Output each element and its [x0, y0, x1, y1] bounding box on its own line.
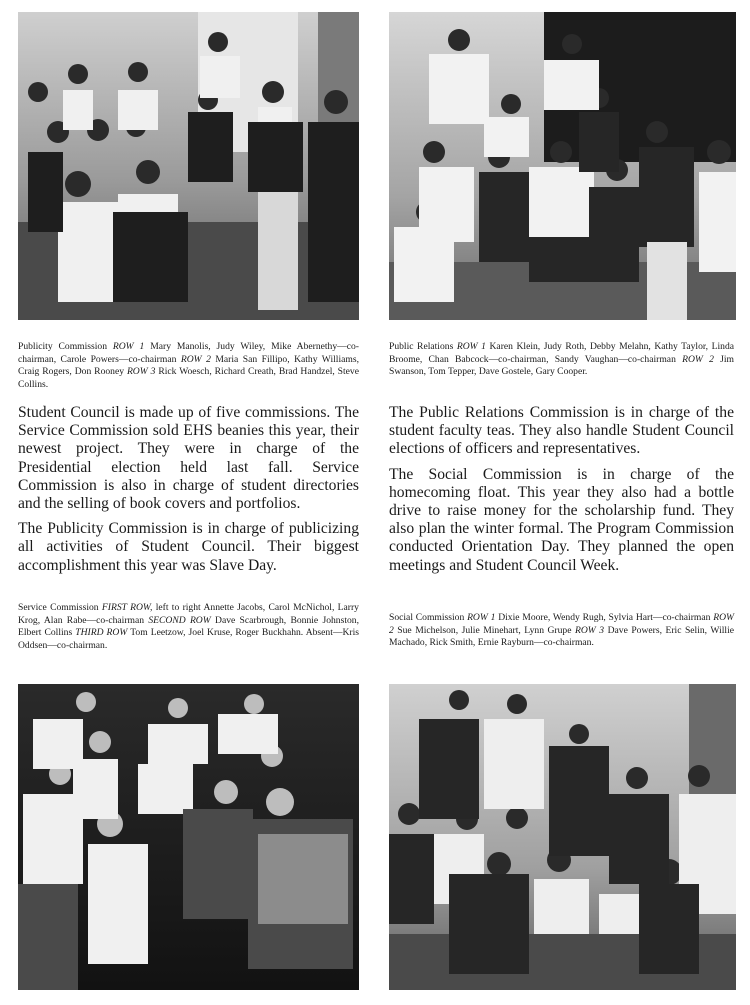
row-label: THIRD ROW: [75, 627, 128, 639]
paragraph-publicity: The Publicity Commission is in charge of publicizing all activities of Student Council. Their biggest accomplishment this year was Slave Day.: [18, 520, 359, 574]
photo-social-commission: [389, 684, 736, 990]
row-label: FIRST ROW,: [101, 602, 153, 613]
caption-text: Publicity Commission: [18, 341, 113, 352]
caption-text: Public Relations: [389, 341, 457, 352]
caption-text: Jim Swanson, Tom Tepper, Dave Gostele, Gary Cooper.: [389, 353, 734, 378]
caption-text: Maria San Fillipo, Kathy Williams, Craig Rogers, Don Rooney: [18, 353, 359, 378]
caption-text: Mary Manolis, Judy Wiley, Mike Abernethy—co-chairman, Carole Powers—co-chairman: [18, 341, 359, 365]
caption-text: Tom Leetzow, Joel Kruse, Roger Buckhahn. Absent—Kris Oddsen—co-chairman.: [18, 627, 359, 651]
row-label: ROW 3: [126, 366, 156, 378]
row-label: ROW 2: [389, 612, 734, 636]
caption-text: Social Commission: [389, 612, 468, 623]
caption-publicity-commission: [18, 341, 359, 391]
caption-text: Karen Klein, Judy Roth, Debby Melahn, Kathy Taylor, Linda Broome, Chan Babcock—co-chairman, Sandy Vaughan—co-chairman: [389, 341, 734, 365]
paragraph-social: The Social Commission is in charge of the homecoming float. This year they also had a bottle drive to raise money for the scholarship fund. They also plan the winter formal. The Program Commission conducted Orientation Day. They planned the open meetings and Student Council Week.: [389, 465, 734, 574]
paragraph-public-relations: The Public Relations Commission is in charge of the student faculty teas. They also handle Student Council elections of officers and representatives.: [389, 404, 734, 458]
caption-text: Dixie Moore, Wendy Rugh, Sylvia Hart—co-chairman: [495, 612, 714, 623]
row-label: ROW 1: [456, 341, 486, 352]
caption-text: left to right Annette Jacobs, Carol McNichol, Larry Krog, Alan Rabe—co-chairman: [18, 602, 359, 626]
paragraph-student-council: Student Council is made up of five commissions. The Service Commission sold EHS beanies this year, their newest project. They were in charge of the Presidential election held last fall. Service Commission is also in charge of student directories and the selling of book covers and portfolios.: [18, 404, 359, 513]
caption-public-relations: [389, 341, 734, 379]
body-text-left: [18, 404, 359, 582]
row-label: ROW 1: [112, 341, 145, 352]
row-label: SECOND ROW: [148, 614, 211, 626]
photo-public-relations-commission: [389, 12, 736, 320]
caption-text: Service Commission: [18, 602, 102, 613]
photo-service-commission: [18, 684, 359, 990]
caption-service-commission: [18, 602, 359, 652]
caption-text: Rick Woesch, Richard Creath, Brad Handzel, Steve Collins.: [18, 366, 359, 390]
row-label: ROW 2: [180, 353, 211, 365]
caption-text: Dave Powers, Eric Selin, Willie Machado, Rick Smith, Ernie Rayburn—co-chairman.: [389, 624, 734, 649]
row-label: ROW 3: [574, 624, 605, 636]
row-label: ROW 1: [467, 612, 496, 623]
body-text-right: [389, 404, 734, 582]
caption-social-commission: [389, 612, 734, 650]
caption-text: Dave Scarbrough, Bonnie Johnston, Elbert Collins: [18, 614, 359, 639]
caption-text: Sue Michelson, Julie Minehart, Lynn Grupe: [393, 624, 575, 636]
row-label: ROW 2: [682, 353, 714, 365]
photo-publicity-commission: [18, 12, 359, 320]
